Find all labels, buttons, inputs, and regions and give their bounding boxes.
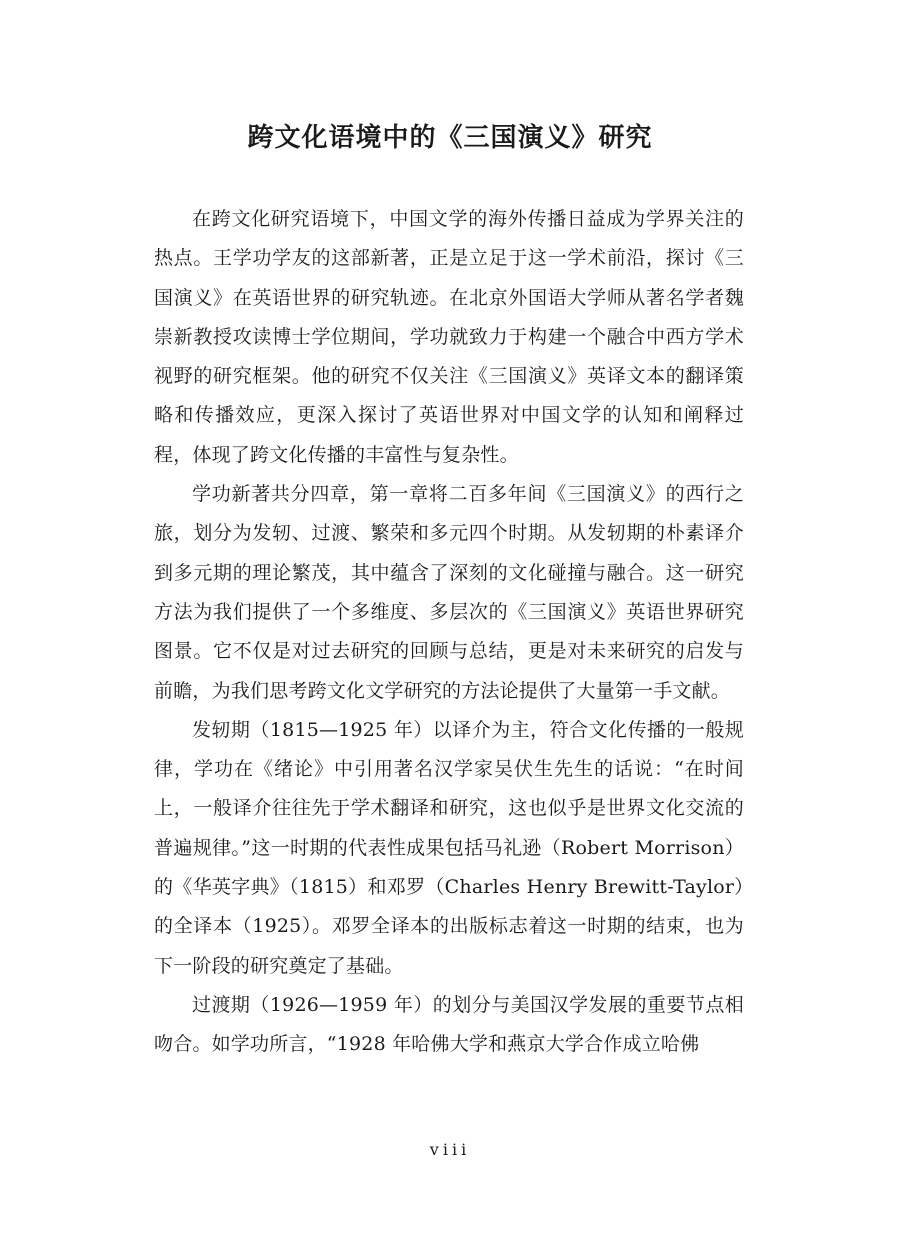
document-title: 跨文化语境中的《三国演义》研究 xyxy=(247,123,653,153)
paragraph: 学功新著共分四章，第一章将二百多年间《三国演义》的西行之旅，划分为发轫、过渡、繁荣和多元四个时期。从发轫期的朴素译介到多元期的理论繁茂，其中蕴含了深刻的文化碰撞与融合。这一研究方法为我们提供了一个多维度、多层次的《三国演义》英语世界研究图景。它不仅是对过去研究的回顾与总结，更是对未来研究的启发与前瞻，为我们思考跨文化文学研究的方法论提供了大量第一手文献。 xyxy=(154,483,744,702)
page-number: viii xyxy=(429,1140,471,1159)
paragraph: 在跨文化研究语境下，中国文学的海外传播日益成为学界关注的热点。王学功学友的这部新著，正是立足于这一学术前沿，探讨《三国演义》在英语世界的研究轨迹。在北京外国语大学师从著名学者魏崇新教授攻读博士学位期间，学功就致力于构建一个融合中西方学术视野的研究框架。他的研究不仅关注《三国演义》英译文本的翻译策略和传播效应，更深入探讨了英语世界对中国文学的认知和阐释过程，体现了跨文化传播的丰富性与复杂性。 xyxy=(154,208,744,466)
paragraph: 过渡期（1926—1959 年）的划分与美国汉学发展的重要节点相吻合。如学功所言，“1928 年哈佛大学和燕京大学合作成立哈佛 xyxy=(154,993,744,1056)
body-text xyxy=(154,200,744,1065)
paragraph: 发轫期（1815—1925 年）以译介为主，符合文化传播的一般规律，学功在《绪论》中引用著名汉学家吴伏生先生的话说：“在时间上，一般译介往往先于学术翻译和研究，这也似乎是世界文化交流的普遍规律。”这一时期的代表性成果包括马礼逊（Robert Morrison）的《华英字典》（1815）和邓罗（Charles Henry Brewitt-Taylor）的全译本（1925）。邓罗全译本的出版标志着这一时期的结束，也为下一阶段的研究奠定了基础。 xyxy=(154,718,744,977)
